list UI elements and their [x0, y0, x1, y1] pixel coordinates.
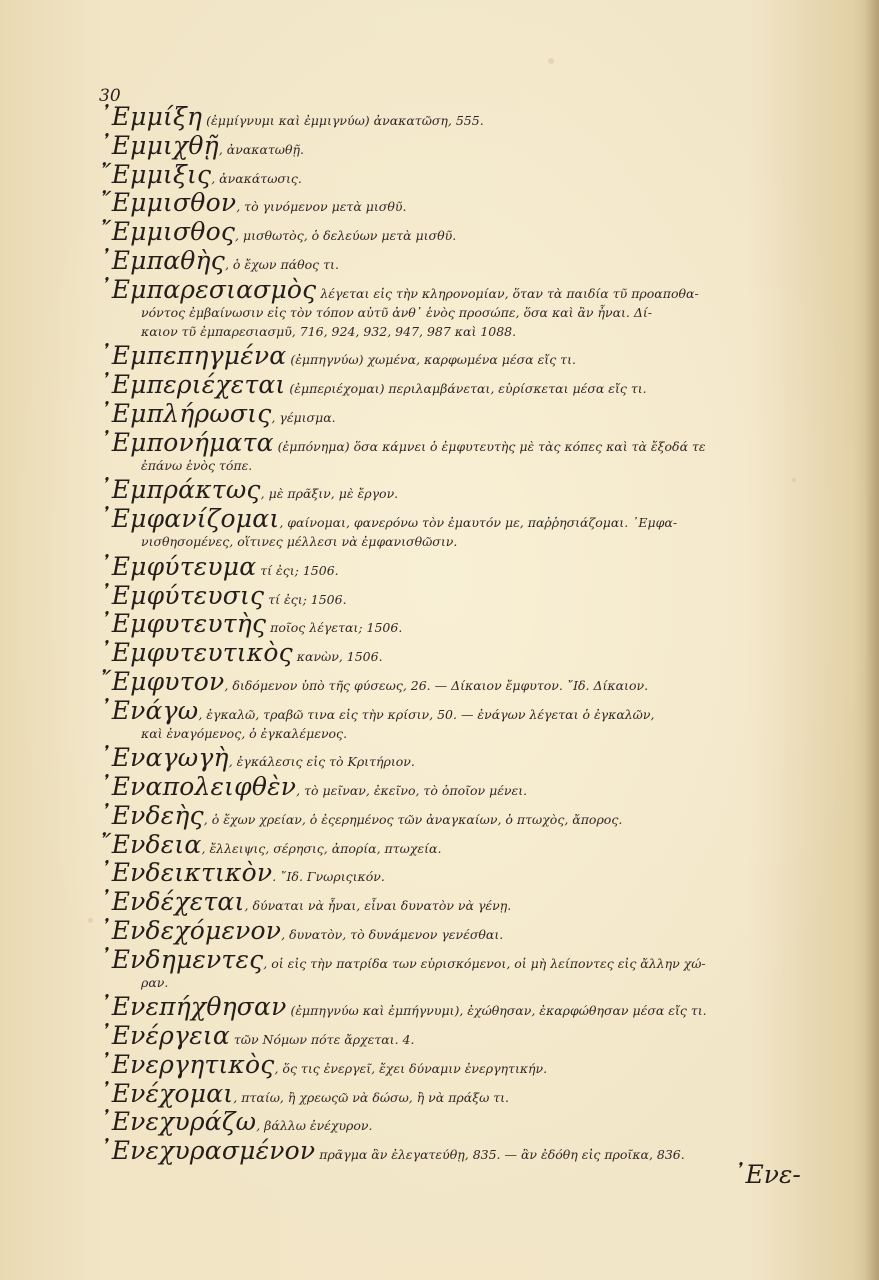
entry-headword: ᾿Εμφυτευτικὸς	[99, 638, 293, 667]
entry-definition: , δύναται νὰ ἦναι, εἶναι δυνατὸν νὰ γένῃ.	[244, 898, 512, 913]
dictionary-entry	[99, 640, 799, 666]
entry-headword: ῎Εμφυτον	[99, 666, 225, 696]
entry-headword: ᾿Εναπολειφθὲν	[99, 772, 297, 801]
entry-definition: τί ἐςι; 1506.	[264, 591, 347, 607]
dictionary-entry	[99, 944, 799, 974]
entry-definition: τί ἐςι; 1506.	[256, 562, 339, 578]
dictionary-entry	[99, 506, 799, 532]
dictionary-entry	[99, 104, 799, 130]
entry-definition: , οἱ εἰς τὴν πατρίδα των εὑρισκόμενοι, οἱ μὴ λείποντες εἰς ἄλλην χώ-	[263, 955, 706, 971]
dictionary-entry	[99, 551, 799, 581]
entry-continuation-line: καιον τῦ ἐμπαρεσιασμῦ, 716, 924, 932, 947, 987 καὶ 1088.	[141, 323, 517, 339]
entry-definition: (ἐμπηγνύω καὶ ἐμπήγνυμι), ἐχώθησαν, ἐκαρφώθησαν μέσα εἴς τι.	[286, 1003, 707, 1019]
entry-definition: (ἐμμίγνυμι καὶ ἐμμιγνύω) ἀνακατῶση, 555.	[202, 113, 484, 128]
dictionary-entry	[99, 159, 799, 189]
entry-definition: , ἀνακάτωσις.	[211, 170, 302, 186]
dictionary-entry	[99, 274, 799, 304]
entry-headword: ᾿Εμμιχθῇ	[99, 130, 219, 160]
entry-definition: , ἐγκάλεσις εἰς τὸ Κριτήριον.	[228, 754, 415, 770]
entry-headword: ᾿Ενέχομαι	[99, 1078, 234, 1108]
entry-definition: τῶν Νόμων πότε ἄρχεται. 4.	[229, 1032, 415, 1047]
entry-definition: , μισθωτὸς, ὁ δελεύων μετὰ μισθῦ.	[235, 228, 457, 243]
entry-definition: , φαίνομαι, φανερόνω τὸν ἐμαυτόν με, παῤῥησιάζομαι. ᾿Εμφα-	[279, 515, 678, 530]
entry-headword: ᾿Εμπαθὴς	[99, 245, 225, 275]
entry-definition: , τὸ μεῖναν, ἐκεῖνο, τὸ ὁποῖον μένει.	[296, 783, 528, 798]
entry-definition: , ὅς τις ἐνεργεῖ, ἔχει δύναμιν ἐνεργητικήν.	[274, 1060, 548, 1076]
entry-headword: ῎Ενδεια	[99, 829, 202, 859]
entry-definition: , ἀνακατωθῇ.	[218, 141, 304, 157]
entry-headword: ᾿Ενδημεντες	[99, 944, 264, 974]
entry-definition: . ῎Ιδ. Γνωριςικόν.	[272, 869, 385, 885]
dictionary-entry	[99, 829, 799, 859]
dictionary-entry	[99, 1109, 799, 1135]
dictionary-entry	[99, 398, 799, 428]
entry-headword: ᾿Ενδεὴς	[99, 800, 204, 830]
dictionary-entry	[99, 477, 799, 503]
entry-definition: (ἐμπεριέχομαι) περιλαμβάνεται, εὑρίσκεται μέσα εἴς τι.	[285, 381, 647, 396]
entry-continuation-line: νισθησομένες, οἵτινες μέλλεσι νὰ ἐμφανισθῶσιν.	[141, 534, 458, 549]
entry-definition: , ὁ ἔχων χρείαν, ὁ ἐςερημένος τῶν ἀναγκαίων, ὁ πτωχὸς, ἄπορος.	[203, 811, 623, 827]
entry-definition: , μὲ πρᾶξιν, μὲ ἔργον.	[260, 486, 399, 502]
entry-definition: πρᾶγμα ἂν ἐλεγατεύθῃ, 835. — ἂν ἐδόθη εἰς προῖκα, 836.	[315, 1147, 685, 1162]
entry-definition: λέγεται εἰς τὴν κληρονομίαν, ὅταν τὰ παιδία τῦ προαποθα-	[316, 285, 699, 301]
dictionary-entry	[99, 1138, 799, 1164]
dictionary-entry	[99, 611, 799, 637]
entry-definition: ποῖος λέγεται; 1506.	[266, 620, 403, 636]
entry-headword: ᾿Εμπράκτως	[99, 475, 261, 505]
entry-definition: , ἐγκαλῶ, τραβῶ τινα εἰς τὴν κρίσιν, 50. — ἐνάγων λέγεται ὁ ἐγκαλῶν,	[198, 706, 655, 722]
entry-definition: , ἔλλειψις, σέρησις, ἀπορία, πτωχεία.	[201, 840, 442, 856]
entry-headword: ᾿Εμφύτευσις	[99, 580, 265, 610]
entry-definition: , πταίω, ἢ χρεωςῶ νὰ δώσω, ἢ νὰ πράξω τι.	[233, 1089, 510, 1105]
paper-stain	[88, 918, 93, 923]
entry-definition: , γέμισμα.	[271, 409, 336, 425]
entry-definition: , διδόμενον ὑπὸ τῆς φύσεως, 26. — Δίκαιον ἔμφυτον. ῎Ιδ. Δίκαιον.	[224, 677, 649, 693]
entry-headword: ᾿Ενδεικτικὸν	[99, 858, 273, 888]
entry-headword: ᾿Ενδεχόμενον	[99, 915, 282, 945]
dictionary-entry	[99, 666, 799, 696]
entry-headword: ᾿Εμπεριέχεται	[99, 370, 286, 399]
entry-headword: ᾿Εμφυτευτὴς	[99, 609, 267, 639]
dictionary-entry	[99, 130, 799, 160]
entry-definition: κανὼν, 1506.	[292, 649, 383, 664]
dictionary-entry	[99, 1049, 799, 1079]
entry-definition: , δυνατὸν, τὸ δυνάμενον γενέσθαι.	[281, 926, 504, 942]
entry-headword: ᾿Ενάγω	[99, 695, 199, 725]
dictionary-entry	[99, 372, 799, 398]
entry-continuation-line: ἐπάνω ἑνὸς τόπε.	[141, 457, 253, 473]
entry-headword: ῎Εμμιξις	[99, 159, 212, 189]
dictionary-entry	[99, 427, 799, 457]
entry-headword: ᾿Ενεπήχθησαν	[99, 992, 287, 1022]
entry-continuation-line: καὶ ἐναγόμενος, ὁ ἐγκαλέμενος.	[141, 725, 348, 741]
dictionary-entry	[99, 800, 799, 830]
catchword: ᾿Ενε-	[733, 1160, 801, 1189]
entry-continuation-line: νόντος ἐμβαίνωσιν εἰς τὸν τόπον αὐτῦ ἀνθ᾿ ἑνὸς προσώπε, ὅσα καὶ ἂν ἦναι. Δί-	[141, 304, 653, 320]
dictionary-entry	[99, 745, 799, 771]
entry-headword: ᾿Εμμίξη	[99, 102, 203, 131]
entry-headword: ῎Εμμισθον	[99, 188, 237, 218]
entry-definition: (ἐμπηγνύω) χωμένα, καρφωμένα μέσα εἴς τι.	[286, 352, 576, 368]
entry-definition: , βάλλω ἐνέχυρον.	[256, 1118, 373, 1134]
entry-definition: , ὁ ἔχων πάθος τι.	[224, 256, 339, 272]
entry-headword: ᾿Εμπαρεσιασμὸς	[99, 274, 317, 304]
dictionary-entry	[99, 580, 799, 610]
dictionary-entry	[99, 994, 799, 1020]
dictionary-entry	[99, 219, 799, 245]
dictionary-entry	[99, 1078, 799, 1108]
dictionary-entry	[99, 915, 799, 945]
page-number: 30	[99, 86, 121, 106]
entry-headword: ᾿Ενεχυράζω	[99, 1107, 257, 1137]
entry-headword: ᾿Ενδέχεται	[99, 887, 245, 916]
entry-definition: (ἐμπόνημα) ὅσα κάμνει ὁ ἐμφυτευτὴς μὲ τὰς κόπες καὶ τὰ ἔξοδά τε	[273, 438, 706, 454]
entry-headword: ᾿Εμπονήματα	[99, 427, 274, 457]
entry-headword: ᾿Εμπεπηγμένα	[99, 341, 287, 371]
paper-stain	[548, 58, 554, 64]
entry-headword: ᾿Εμφανίζομαι	[99, 504, 280, 533]
page-gutter-shadow	[865, 0, 879, 1280]
dictionary-entry	[99, 889, 799, 915]
dictionary-entry	[99, 190, 799, 216]
entry-headword: ῎Εμμισθος	[99, 217, 236, 246]
entry-headword: ᾿Εμφύτευμα	[99, 551, 257, 581]
entry-continuation-line: ραν.	[141, 974, 169, 990]
entry-headword: ᾿Ενεργητικὸς	[99, 1049, 275, 1079]
entry-headword: ᾿Ενεχυρασμένον	[99, 1136, 316, 1165]
dictionary-entry	[99, 695, 799, 725]
dictionary-entry	[99, 774, 799, 800]
entry-definition: , τὸ γινόμενον μετὰ μισθῦ.	[236, 199, 407, 215]
dictionary-entry	[99, 860, 799, 886]
dictionary-entry	[99, 343, 799, 369]
dictionary-entry	[99, 245, 799, 275]
dictionary-entry	[99, 1023, 799, 1049]
entry-headword: ᾿Εναγωγὴ	[99, 743, 229, 773]
entry-headword: ᾿Ενέργεια	[99, 1021, 230, 1050]
entry-headword: ᾿Εμπλήρωσις	[99, 398, 272, 428]
dictionary-entries	[99, 104, 799, 1167]
